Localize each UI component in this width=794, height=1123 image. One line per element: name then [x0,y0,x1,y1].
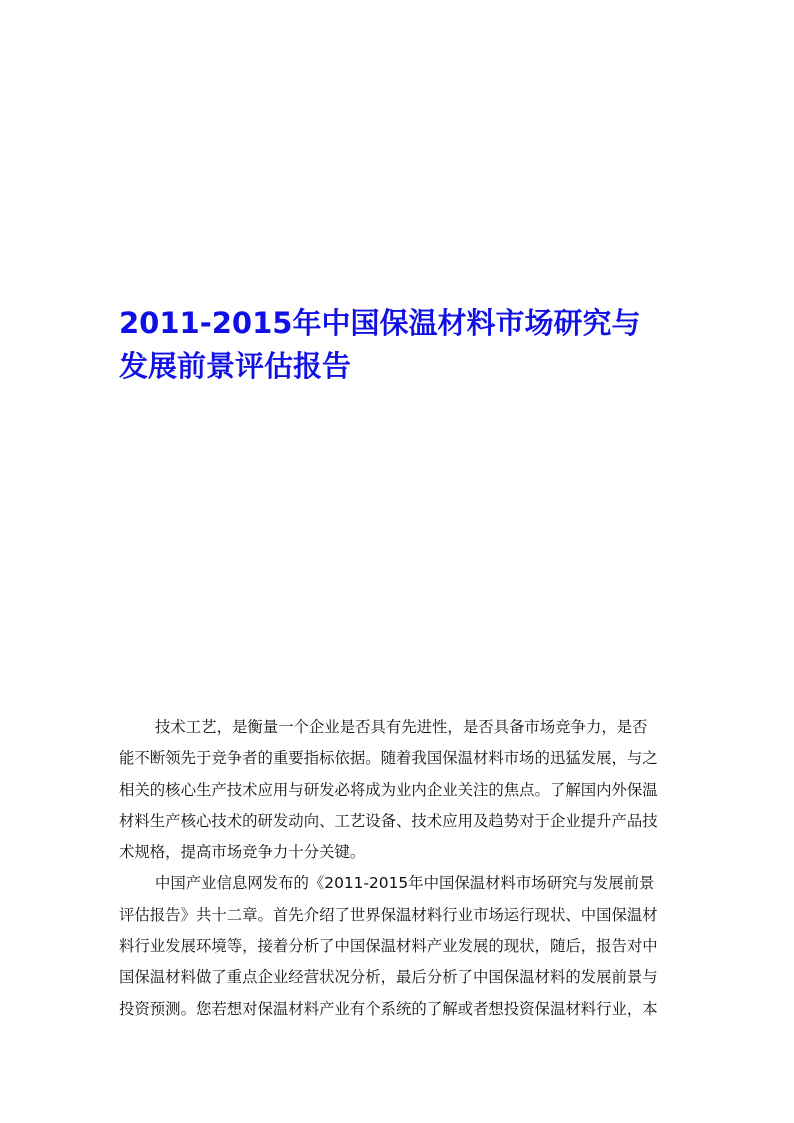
paragraph-line: 评估报告》共十二章。首先介绍了世界保温材料行业市场运行现状、中国保温材 [119,905,658,924]
paragraph-line: 国保温材料做了重点企业经营状况分析，最后分析了中国保温材料的发展前景与 [119,968,658,987]
paragraph-line: 料行业发展环境等，接着分析了中国保温材料产业发展的现状，随后，报告对中 [119,937,658,956]
paragraph-line: 投资预测。您若想对保温材料产业有个系统的了解或者想投资保温材料行业，本 [119,999,658,1018]
title-line-1: 2011-2015年中国保温材料市场研究与 [119,306,641,340]
paragraph-line: 术规格，提高市场竞争力十分关键。 [119,843,366,862]
paragraph-line: 技术工艺，是衡量一个企业是否具有先进性，是否具备市场竞争力，是否 [155,718,648,736]
paragraph-line: 相关的核心生产技术应用与研发必将成为业内企业关注的焦点。了解国内外保温 [119,780,658,799]
paragraph-line: 材料生产核心技术的研发动向、工艺设备、技术应用及趋势对于企业提升产品技 [119,811,658,830]
document-body [119,712,679,1025]
title-line-2: 发展前景评估报告 [119,349,352,383]
document-title [119,302,679,388]
paragraph-technology [119,712,679,868]
paragraph-report-intro [119,868,679,1024]
paragraph-line: 能不断领先于竞争者的重要指标依据。随着我国保温材料市场的迅猛发展，与之 [119,749,658,768]
paragraph-line: 中国产业信息网发布的《2011-2015年中国保温材料市场研究与发展前景 [155,874,655,893]
